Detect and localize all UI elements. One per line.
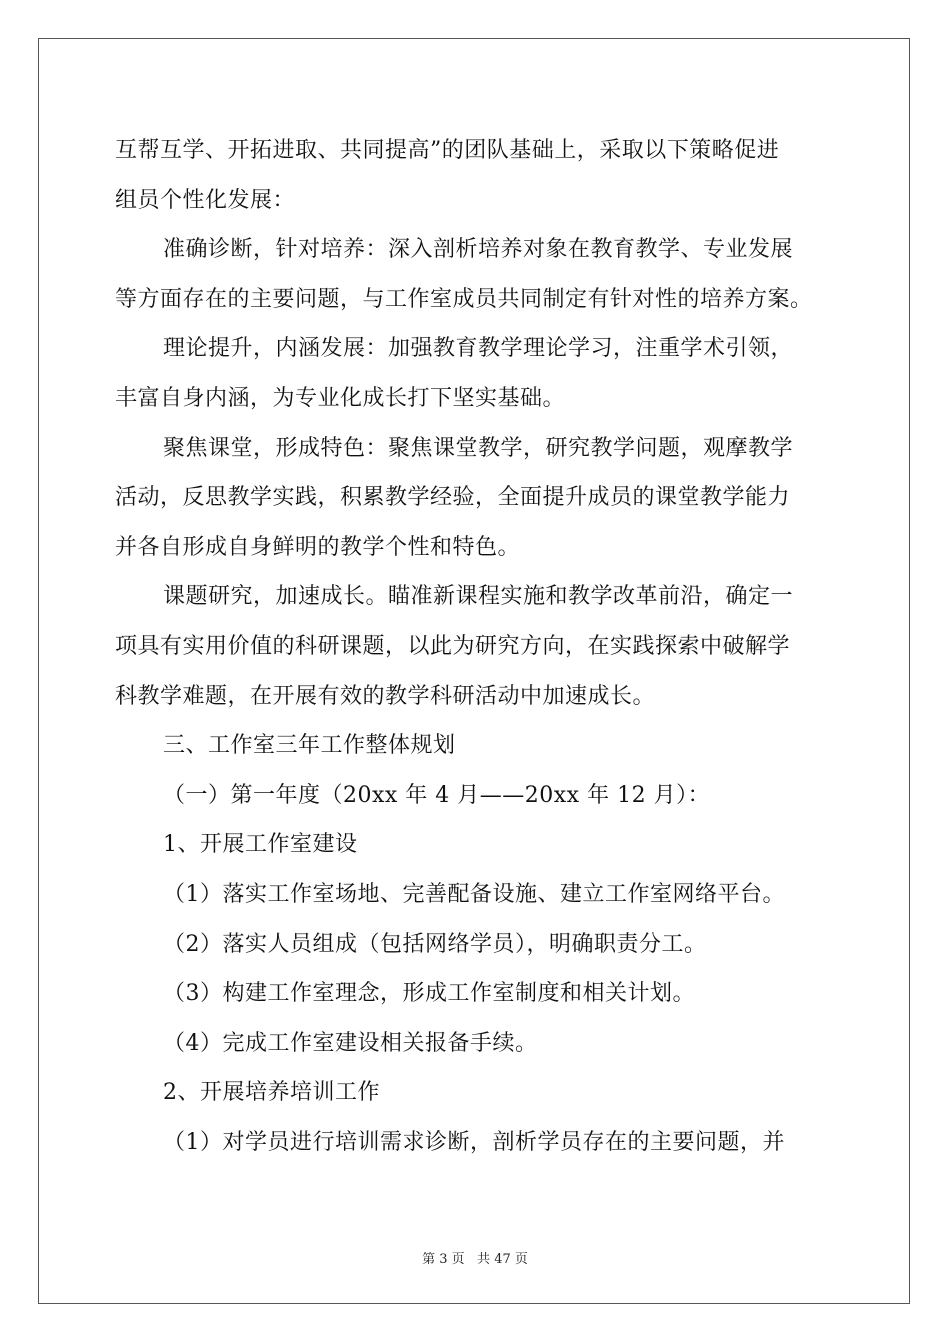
- text-line: 科教学难题，在开展有效的教学科研活动中加速成长。: [115, 683, 656, 709]
- text-line: 理论提升，内涵发展：加强教育教学理论学习，注重学术引领，: [163, 336, 794, 362]
- page-footer: 第 3 页 共 47 页: [422, 1252, 528, 1267]
- text-line: （3）构建工作室理念，形成工作室制度和相关计划。: [163, 981, 695, 1007]
- text-line: 丰富自身内涵，为专业化成长打下坚实基础。: [115, 385, 566, 411]
- text-line: （2）落实人员组成（包括网络学员），明确职责分工。: [163, 931, 707, 957]
- text-line: 聚焦课堂，形成特色：聚焦课堂教学，研究教学问题，观摩教学: [163, 435, 794, 461]
- text-line: 准确诊断，针对培养：深入剖析培养对象在教育教学、专业发展: [163, 237, 794, 263]
- text-line: 2、开展培养培训工作: [163, 1080, 380, 1106]
- text-line: （1）对学员进行培训需求诊断，剖析学员存在的主要问题，并: [163, 1129, 785, 1155]
- text-line: 并各自形成自身鲜明的教学个性和特色。: [115, 534, 521, 560]
- text-line: 等方面存在的主要问题，与工作室成员共同制定有针对性的培养方案。: [115, 286, 813, 312]
- text-line: 1、开展工作室建设: [163, 832, 358, 858]
- text-line: 项具有实用价值的科研课题，以此为研究方向，在实践探索中破解学: [115, 633, 791, 659]
- text-line: （一）第一年度（20xx 年 4 月——20xx 年 12 月）：: [163, 782, 711, 808]
- text-line: 课题研究，加速成长。瞄准新课程实施和教学改革前沿，确定一: [163, 584, 794, 610]
- text-line: 活动，反思教学实践，积累教学经验，全面提升成员的课堂教学能力: [115, 485, 791, 511]
- text-line: 三、工作室三年工作整体规划: [163, 733, 456, 759]
- text-line: （1）落实工作室场地、完善配备设施、建立工作室网络平台。: [163, 881, 785, 907]
- document-body: [115, 126, 845, 1167]
- text-line: 组员个性化发展：: [115, 187, 296, 213]
- text-line: 互帮互学、开拓进取、共同提高”的团队基础上，采取以下策略促进: [115, 138, 780, 163]
- text-line: （4）完成工作室建设相关报备手续。: [163, 1030, 538, 1056]
